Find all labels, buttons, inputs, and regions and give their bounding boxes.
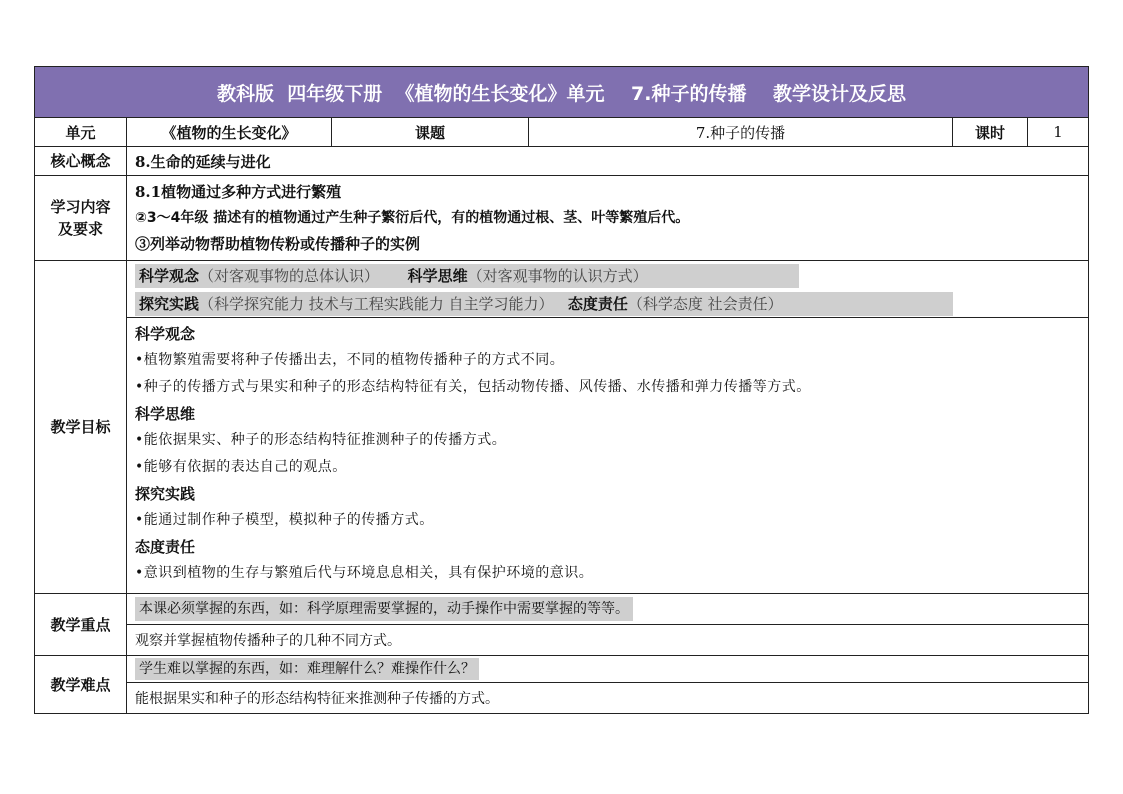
legend-science-concept: 科学观念 [139, 267, 200, 285]
legend-row-2 [135, 292, 953, 316]
goals-body [127, 318, 1089, 594]
goal-heading: 态度责任 [135, 538, 196, 556]
goal-heading: 探究实践 [135, 485, 196, 503]
goal-item: •能通过制作种子模型，模拟种子的传播方式。 [135, 512, 434, 528]
goals-legend [127, 261, 1089, 318]
period-label: 课时 [953, 118, 1028, 147]
difficult-points-hint: 学生难以掌握的东西，如：难理解什么？难操作什么？ [135, 658, 479, 680]
header-row [35, 118, 1089, 147]
unit-value: 《植物的生长变化》 [127, 118, 332, 147]
goal-item: •意识到植物的生存与繁殖后代与环境息息相关，具有保护环境的意识。 [135, 565, 594, 581]
topic-value: 7.种子的传播 [529, 118, 953, 147]
legend-row-1 [135, 264, 799, 288]
legend-science-concept-desc: （对客观事物的总体认识） [199, 267, 380, 285]
goals-legend-row [35, 261, 1089, 318]
core-concept-label: 核心概念 [35, 147, 127, 176]
content-line-2: ②3～4年级 描述有的植物通过产生种子繁衍后代，有的植物通过根、茎、叶等繁殖后代。 [135, 210, 690, 226]
learning-content-label-line2: 及要求 [57, 220, 103, 238]
title-lesson: 7.种子的传播 [631, 82, 747, 105]
goal-heading: 科学观念 [135, 325, 196, 343]
learning-content-row [35, 176, 1089, 261]
legend-science-thinking-desc: （对客观事物的认识方式） [467, 267, 648, 285]
core-concept-value: 8.生命的延续与进化 [127, 147, 1089, 176]
unit-label: 单元 [35, 118, 127, 147]
title-publisher: 教科版 [217, 82, 275, 105]
key-points-label: 教学重点 [35, 594, 127, 656]
content-line-3: ③列举动物帮助植物传粉或传播种子的实例 [135, 235, 421, 253]
legend-attitude-responsibility: 态度责任 [567, 295, 628, 313]
difficult-points-hint-cell [127, 656, 1089, 683]
legend-inquiry-practice-desc: （科学探究能力 技术与工程实践能力 自主学习能力） [199, 295, 554, 313]
goal-item: •植物繁殖需要将种子传播出去，不同的植物传播种子的方式不同。 [135, 352, 565, 368]
document-title [35, 67, 1089, 118]
legend-science-thinking: 科学思维 [407, 267, 468, 285]
core-concept-row [35, 147, 1089, 176]
goal-item: •种子的传播方式与果实和种子的形态结构特征有关，包括动物传播、风传播、水传播和弹力传播等方式。 [135, 379, 811, 395]
content-line-1: 8.1植物通过多种方式进行繁殖 [135, 183, 342, 201]
title-unit: 《植物的生长变化》单元 [395, 82, 605, 105]
goal-heading: 科学思维 [135, 405, 196, 423]
key-points-hint: 本课必须掌握的东西，如：科学原理需要掌握的，动手操作中需要掌握的等等。 [135, 597, 633, 621]
learning-content-body [127, 176, 1089, 261]
goal-item: •能依据果实、种子的形态结构特征推测种子的传播方式。 [135, 432, 507, 448]
teaching-goals-label: 教学目标 [35, 261, 127, 594]
difficult-points-hint-row [35, 656, 1089, 683]
difficult-points-label: 教学难点 [35, 656, 127, 714]
learning-content-label [35, 176, 127, 261]
period-value: 1 [1028, 118, 1089, 147]
goals-body-row [35, 318, 1089, 594]
lesson-plan-sheet [34, 66, 1088, 714]
lesson-plan-table [34, 66, 1089, 714]
title-grade: 四年级下册 [287, 82, 383, 105]
legend-attitude-responsibility-desc: （科学态度 社会责任） [627, 295, 783, 313]
learning-content-label-line1: 学习内容 [50, 198, 111, 216]
key-points-hint-row [35, 594, 1089, 625]
key-points-hint-cell [127, 594, 1089, 625]
legend-inquiry-practice: 探究实践 [139, 295, 200, 313]
goal-item: •能够有依据的表达自己的观点。 [135, 459, 347, 475]
title-doc: 教学设计及反思 [772, 82, 906, 105]
topic-label: 课题 [332, 118, 529, 147]
difficult-points-value: 能根据果实和种子的形态结构特征来推测种子传播的方式。 [127, 683, 1089, 714]
difficult-points-value-row [35, 683, 1089, 714]
key-points-value: 观察并掌握植物传播种子的几种不同方式。 [127, 625, 1089, 656]
key-points-value-row [35, 625, 1089, 656]
